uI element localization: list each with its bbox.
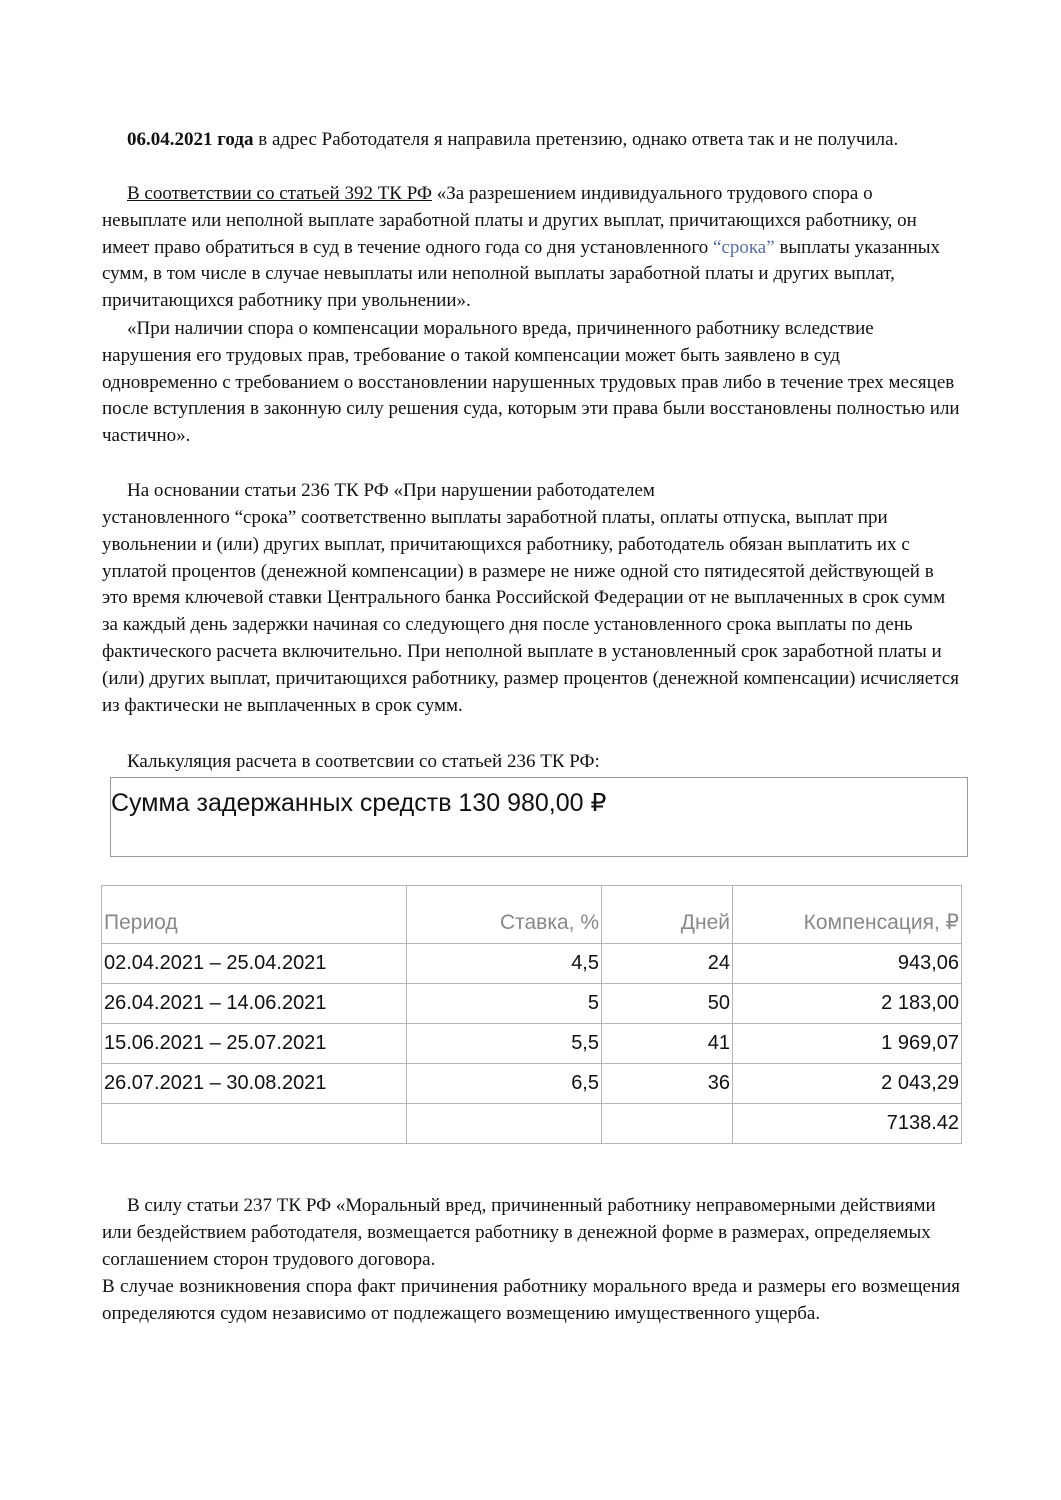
cell-period: 15.06.2021 – 25.07.2021 bbox=[102, 1024, 407, 1064]
cell-rate: 5,5 bbox=[407, 1024, 602, 1064]
cell-period: 26.07.2021 – 30.08.2021 bbox=[102, 1064, 407, 1104]
srok-term: “срока” bbox=[713, 236, 775, 258]
cell-period: 26.04.2021 – 14.06.2021 bbox=[102, 984, 407, 1024]
header-compensation: Компенсация, ₽ bbox=[733, 886, 962, 944]
table-total-row bbox=[102, 1104, 962, 1144]
cell-period: 02.04.2021 – 25.04.2021 bbox=[102, 944, 407, 984]
cell-compensation: 2 043,29 bbox=[733, 1064, 962, 1104]
paragraph-claim bbox=[102, 127, 960, 154]
paragraph-article-236: установленного “срока” соответственно выплаты заработной платы, оплаты отпуска, выплат при увольнении и (или) других выплат, причитающихся работнику, работодатель обязан выплатить их с уплатой процентов (денежной компенсации) в размере не ниже одной сто пятидесятой действующей в это время ключевой ставки Центрального банка Российской Федерации от не выплаченных в срок сумм за каждый день задержки начиная со следующего дня после установленного срока выплаты по день фактического расчета включительно. При неполной выплате в установленный срок заработной платы и (или) других выплат, причитающихся работнику, размер процентов (денежной компенсации) исчисляется из фактически не выплаченных в срок сумм. bbox=[102, 507, 959, 716]
cell-empty bbox=[407, 1104, 602, 1144]
cell-days: 24 bbox=[602, 944, 733, 984]
cell-compensation: 1 969,07 bbox=[733, 1024, 962, 1064]
summary-box bbox=[110, 777, 968, 857]
compensation-table bbox=[101, 885, 962, 1144]
cell-rate: 5 bbox=[407, 984, 602, 1024]
header-period: Период bbox=[102, 886, 407, 944]
paragraph-article-237: В силу статьи 237 ТК РФ «Моральный вред, причиненный работнику неправомерными действиями или бездействием работодателя, возмещается работнику в денежной форме в размерах, определяемых соглашением сторон трудового договора. bbox=[102, 1195, 936, 1270]
cell-rate: 6,5 bbox=[407, 1064, 602, 1104]
cell-compensation: 2 183,00 bbox=[733, 984, 962, 1024]
header-days: Дней bbox=[602, 886, 733, 944]
paragraph-moral-damage-court: В случае возникновения спора факт причинения работнику морального вреда и размеры его возмещения определяются судом независимо от подлежащего возмещению имущественного ущерба. bbox=[102, 1276, 960, 1324]
summary-text: Сумма задержанных средств 130 980,00 ₽ bbox=[111, 789, 607, 817]
paragraph-article-236-intro: На основании статьи 236 ТК РФ «При нарушении работодателем bbox=[127, 480, 655, 501]
table-row bbox=[102, 1024, 962, 1064]
calc-heading: Калькуляция расчета в соответсвии со статьей 236 ТК РФ: bbox=[127, 751, 600, 772]
cell-days: 50 bbox=[602, 984, 733, 1024]
paragraph-article-392 bbox=[102, 181, 960, 315]
article-392-text-1: «За разрешением индивидуального трудового спора о невыплате или неполной выплате заработной платы и других выплат, причитающихся работнику, он имеет право обратиться в суд в течение одного года со дня установленного bbox=[102, 183, 917, 258]
article-392-text-2: выплаты указанных сумм, в том числе в случае невыплаты или неполной выплаты заработной платы и других выплат, причитающихся работнику при увольнении». bbox=[102, 236, 941, 312]
cell-rate: 4,5 bbox=[407, 944, 602, 984]
cell-days: 41 bbox=[602, 1024, 733, 1064]
claim-date: 06.04.2021 года bbox=[127, 129, 254, 150]
table-row bbox=[102, 944, 962, 984]
table-header-row bbox=[102, 886, 962, 944]
claim-text: в адрес Работодателя я направила претензию, однако ответа так и не получила. bbox=[253, 129, 899, 150]
table-row bbox=[102, 1064, 962, 1104]
header-rate: Ставка, % bbox=[407, 886, 602, 944]
cell-empty bbox=[102, 1104, 407, 1144]
table-row bbox=[102, 984, 962, 1024]
paragraph-moral-damage-dispute: «При наличии спора о компенсации морального вреда, причиненного работнику вследствие нарушения его трудовых прав, требование о такой компенсации может быть заявлено в суд одновременно с требованием о восстановлении нарушенных трудовых прав либо в течение трех месяцев после вступления в законную силу решения суда, которым эти права были восстановлены полностью или частично». bbox=[102, 318, 960, 447]
cell-total: 7138.42 bbox=[733, 1104, 962, 1144]
cell-days: 36 bbox=[602, 1064, 733, 1104]
article-392-link[interactable]: В соответствии со статьей 392 ТК РФ bbox=[127, 183, 432, 204]
cell-empty bbox=[602, 1104, 733, 1144]
cell-compensation: 943,06 bbox=[733, 944, 962, 984]
